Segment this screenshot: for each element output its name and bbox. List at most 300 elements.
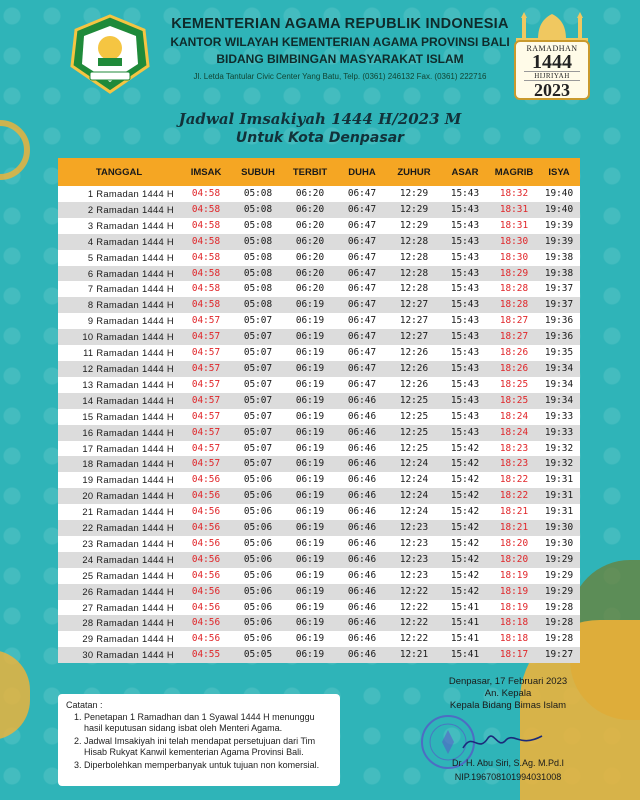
cell-zuhur: 12:25 bbox=[388, 441, 440, 457]
column-header-tanggal: TANGGAL bbox=[58, 158, 180, 186]
cell-subuh: 05:06 bbox=[232, 488, 284, 504]
cell-imsak: 04:57 bbox=[180, 409, 232, 425]
cell-tanggal: 5 Ramadan 1444 H bbox=[58, 250, 180, 266]
division-name: BIDANG BIMBINGAN MASYARAKAT ISLAM bbox=[216, 52, 464, 66]
cell-terbit: 06:19 bbox=[284, 647, 336, 663]
cell-tanggal: 14 Ramadan 1444 H bbox=[58, 393, 180, 409]
table-row bbox=[58, 425, 580, 441]
cell-magrib: 18:27 bbox=[490, 329, 538, 345]
cell-tanggal: 26 Ramadan 1444 H bbox=[58, 584, 180, 600]
cell-isya: 19:31 bbox=[538, 504, 580, 520]
cell-tanggal: 20 Ramadan 1444 H bbox=[58, 488, 180, 504]
table-row bbox=[58, 631, 580, 647]
cell-tanggal: 28 Ramadan 1444 H bbox=[58, 615, 180, 631]
cell-duha: 06:46 bbox=[336, 552, 388, 568]
cell-zuhur: 12:22 bbox=[388, 584, 440, 600]
cell-magrib: 18:24 bbox=[490, 409, 538, 425]
cell-asar: 15:41 bbox=[440, 600, 490, 616]
cell-imsak: 04:56 bbox=[180, 520, 232, 536]
cell-terbit: 06:19 bbox=[284, 329, 336, 345]
cell-isya: 19:28 bbox=[538, 631, 580, 647]
cell-duha: 06:47 bbox=[336, 250, 388, 266]
cell-imsak: 04:57 bbox=[180, 345, 232, 361]
table-row bbox=[58, 218, 580, 234]
note-item: 3. Diperbolehkan memperbanyak untuk tujuan non komersial. bbox=[84, 760, 332, 771]
cell-imsak: 04:56 bbox=[180, 472, 232, 488]
cell-asar: 15:43 bbox=[440, 313, 490, 329]
badge-hijriyah: HIJRIYAH bbox=[524, 71, 580, 81]
cell-asar: 15:43 bbox=[440, 361, 490, 377]
table-row bbox=[58, 345, 580, 361]
cell-asar: 15:42 bbox=[440, 472, 490, 488]
note-item: 2. Jadwal Imsakiyah ini telah mendapat persetujuan dari Tim Hisab Rukyat Kanwil kementerian Agama Provinsi Bali. bbox=[84, 736, 332, 758]
cell-asar: 15:43 bbox=[440, 345, 490, 361]
mosque-icon bbox=[510, 10, 594, 44]
cell-subuh: 05:06 bbox=[232, 615, 284, 631]
cell-subuh: 05:06 bbox=[232, 631, 284, 647]
decorative-shape-left bbox=[0, 650, 30, 740]
cell-imsak: 04:58 bbox=[180, 250, 232, 266]
cell-duha: 06:47 bbox=[336, 186, 388, 202]
cell-imsak: 04:57 bbox=[180, 313, 232, 329]
table-row bbox=[58, 441, 580, 457]
table-row bbox=[58, 186, 580, 202]
cell-magrib: 18:28 bbox=[490, 281, 538, 297]
cell-asar: 15:42 bbox=[440, 568, 490, 584]
cell-magrib: 18:22 bbox=[490, 488, 538, 504]
cell-isya: 19:33 bbox=[538, 425, 580, 441]
cell-imsak: 04:57 bbox=[180, 441, 232, 457]
cell-duha: 06:47 bbox=[336, 266, 388, 282]
cell-duha: 06:46 bbox=[336, 488, 388, 504]
cell-terbit: 06:19 bbox=[284, 393, 336, 409]
cell-tanggal: 24 Ramadan 1444 H bbox=[58, 552, 180, 568]
office-address: Jl. Letda Tantular Civic Center Yang Batu, Telp. (0361) 246132 Fax. (0361) 222716 bbox=[193, 72, 487, 81]
cell-isya: 19:39 bbox=[538, 218, 580, 234]
cell-duha: 06:47 bbox=[336, 202, 388, 218]
cell-asar: 15:43 bbox=[440, 281, 490, 297]
cell-subuh: 05:08 bbox=[232, 218, 284, 234]
place-date: Denpasar, 17 Februari 2023 bbox=[448, 676, 568, 687]
cell-imsak: 04:56 bbox=[180, 631, 232, 647]
cell-isya: 19:29 bbox=[538, 552, 580, 568]
cell-zuhur: 12:26 bbox=[388, 361, 440, 377]
signer-role: Kepala Bidang Bimas Islam bbox=[449, 700, 567, 711]
cell-subuh: 05:06 bbox=[232, 568, 284, 584]
table-row bbox=[58, 520, 580, 536]
cell-imsak: 04:56 bbox=[180, 552, 232, 568]
cell-zuhur: 12:28 bbox=[388, 234, 440, 250]
table-row bbox=[58, 647, 580, 663]
cell-isya: 19:27 bbox=[538, 647, 580, 663]
cell-duha: 06:46 bbox=[336, 600, 388, 616]
table-row bbox=[58, 234, 580, 250]
cell-tanggal: 6 Ramadan 1444 H bbox=[58, 266, 180, 282]
cell-subuh: 05:07 bbox=[232, 409, 284, 425]
cell-isya: 19:38 bbox=[538, 250, 580, 266]
header bbox=[0, 0, 640, 104]
cell-subuh: 05:08 bbox=[232, 266, 284, 282]
cell-magrib: 18:25 bbox=[490, 377, 538, 393]
table-row bbox=[58, 409, 580, 425]
table-body bbox=[58, 186, 580, 663]
cell-isya: 19:37 bbox=[538, 297, 580, 313]
cell-duha: 06:47 bbox=[336, 329, 388, 345]
table-row bbox=[58, 377, 580, 393]
cell-imsak: 04:57 bbox=[180, 425, 232, 441]
table-row bbox=[58, 361, 580, 377]
cell-terbit: 06:19 bbox=[284, 361, 336, 377]
table-row bbox=[58, 536, 580, 552]
column-header-terbit: TERBIT bbox=[284, 158, 336, 186]
cell-subuh: 05:08 bbox=[232, 281, 284, 297]
cell-imsak: 04:56 bbox=[180, 488, 232, 504]
badge-year: 2023 bbox=[534, 80, 570, 100]
cell-subuh: 05:06 bbox=[232, 472, 284, 488]
cell-subuh: 05:07 bbox=[232, 456, 284, 472]
cell-zuhur: 12:28 bbox=[388, 266, 440, 282]
cell-asar: 15:42 bbox=[440, 536, 490, 552]
column-header-duha: DUHA bbox=[336, 158, 388, 186]
cell-subuh: 05:08 bbox=[232, 202, 284, 218]
cell-terbit: 06:20 bbox=[284, 186, 336, 202]
cell-zuhur: 12:26 bbox=[388, 377, 440, 393]
cell-subuh: 05:07 bbox=[232, 329, 284, 345]
table-row bbox=[58, 584, 580, 600]
cell-terbit: 06:20 bbox=[284, 250, 336, 266]
cell-terbit: 06:20 bbox=[284, 266, 336, 282]
cell-tanggal: 7 Ramadan 1444 H bbox=[58, 281, 180, 297]
cell-magrib: 18:26 bbox=[490, 361, 538, 377]
cell-isya: 19:36 bbox=[538, 329, 580, 345]
cell-duha: 06:46 bbox=[336, 631, 388, 647]
cell-duha: 06:46 bbox=[336, 536, 388, 552]
table-row bbox=[58, 266, 580, 282]
cell-imsak: 04:58 bbox=[180, 266, 232, 282]
cell-magrib: 18:20 bbox=[490, 552, 538, 568]
on-behalf: An. Kepala bbox=[484, 688, 532, 699]
cell-zuhur: 12:29 bbox=[388, 202, 440, 218]
cell-imsak: 04:56 bbox=[180, 568, 232, 584]
cell-terbit: 06:19 bbox=[284, 313, 336, 329]
cell-zuhur: 12:24 bbox=[388, 472, 440, 488]
table-header-row bbox=[58, 158, 580, 186]
column-header-isya: ISYA bbox=[538, 158, 580, 186]
cell-terbit: 06:19 bbox=[284, 631, 336, 647]
schedule-table-wrap bbox=[58, 158, 580, 664]
cell-isya: 19:37 bbox=[538, 281, 580, 297]
column-header-imsak: IMSAK bbox=[180, 158, 232, 186]
cell-magrib: 18:23 bbox=[490, 441, 538, 457]
city-title: Untuk Kota Denpasar bbox=[235, 130, 405, 146]
cell-imsak: 04:57 bbox=[180, 456, 232, 472]
cell-tanggal: 15 Ramadan 1444 H bbox=[58, 409, 180, 425]
cell-subuh: 05:07 bbox=[232, 361, 284, 377]
cell-tanggal: 17 Ramadan 1444 H bbox=[58, 441, 180, 457]
cell-magrib: 18:21 bbox=[490, 520, 538, 536]
cell-zuhur: 12:24 bbox=[388, 488, 440, 504]
cell-subuh: 05:05 bbox=[232, 647, 284, 663]
cell-zuhur: 12:27 bbox=[388, 313, 440, 329]
cell-magrib: 18:25 bbox=[490, 393, 538, 409]
cell-imsak: 04:58 bbox=[180, 218, 232, 234]
cell-magrib: 18:31 bbox=[490, 218, 538, 234]
notes-list bbox=[66, 712, 332, 771]
ministry-name: KEMENTERIAN AGAMA REPUBLIK INDONESIA bbox=[171, 16, 509, 32]
cell-terbit: 06:20 bbox=[284, 281, 336, 297]
cell-zuhur: 12:28 bbox=[388, 250, 440, 266]
cell-duha: 06:46 bbox=[336, 441, 388, 457]
cell-terbit: 06:19 bbox=[284, 441, 336, 457]
cell-duha: 06:46 bbox=[336, 615, 388, 631]
cell-tanggal: 29 Ramadan 1444 H bbox=[58, 631, 180, 647]
table-row bbox=[58, 600, 580, 616]
cell-isya: 19:38 bbox=[538, 266, 580, 282]
cell-asar: 15:42 bbox=[440, 552, 490, 568]
cell-zuhur: 12:23 bbox=[388, 568, 440, 584]
table-row bbox=[58, 250, 580, 266]
cell-tanggal: 3 Ramadan 1444 H bbox=[58, 218, 180, 234]
cell-terbit: 06:19 bbox=[284, 488, 336, 504]
cell-terbit: 06:20 bbox=[284, 202, 336, 218]
cell-asar: 15:43 bbox=[440, 250, 490, 266]
cell-magrib: 18:31 bbox=[490, 202, 538, 218]
cell-tanggal: 13 Ramadan 1444 H bbox=[58, 377, 180, 393]
cell-terbit: 06:19 bbox=[284, 552, 336, 568]
cell-isya: 19:31 bbox=[538, 488, 580, 504]
cell-asar: 15:42 bbox=[440, 441, 490, 457]
cell-subuh: 05:07 bbox=[232, 377, 284, 393]
cell-tanggal: 1 Ramadan 1444 H bbox=[58, 186, 180, 202]
cell-asar: 15:42 bbox=[440, 456, 490, 472]
cell-duha: 06:46 bbox=[336, 568, 388, 584]
cell-duha: 06:47 bbox=[336, 234, 388, 250]
cell-magrib: 18:28 bbox=[490, 297, 538, 313]
cell-magrib: 18:21 bbox=[490, 504, 538, 520]
cell-terbit: 06:19 bbox=[284, 584, 336, 600]
cell-zuhur: 12:29 bbox=[388, 186, 440, 202]
cell-asar: 15:43 bbox=[440, 377, 490, 393]
cell-zuhur: 12:24 bbox=[388, 504, 440, 520]
signer-name: Dr. H. Abu Siri, S.Ag. M.Pd.I bbox=[451, 758, 565, 768]
cell-magrib: 18:20 bbox=[490, 536, 538, 552]
cell-terbit: 06:19 bbox=[284, 520, 336, 536]
cell-imsak: 04:57 bbox=[180, 361, 232, 377]
cell-asar: 15:41 bbox=[440, 631, 490, 647]
cell-tanggal: 30 Ramadan 1444 H bbox=[58, 647, 180, 663]
cell-magrib: 18:30 bbox=[490, 234, 538, 250]
ministry-logo bbox=[70, 14, 150, 94]
table-row bbox=[58, 393, 580, 409]
cell-imsak: 04:58 bbox=[180, 234, 232, 250]
cell-duha: 06:46 bbox=[336, 472, 388, 488]
cell-subuh: 05:08 bbox=[232, 297, 284, 313]
column-header-asar: ASAR bbox=[440, 158, 490, 186]
cell-isya: 19:30 bbox=[538, 520, 580, 536]
cell-subuh: 05:07 bbox=[232, 393, 284, 409]
cell-magrib: 18:30 bbox=[490, 250, 538, 266]
cell-duha: 06:46 bbox=[336, 409, 388, 425]
cell-zuhur: 12:24 bbox=[388, 456, 440, 472]
cell-tanggal: 10 Ramadan 1444 H bbox=[58, 329, 180, 345]
cell-asar: 15:43 bbox=[440, 218, 490, 234]
cell-magrib: 18:18 bbox=[490, 631, 538, 647]
cell-terbit: 06:19 bbox=[284, 377, 336, 393]
cell-magrib: 18:29 bbox=[490, 266, 538, 282]
table-row bbox=[58, 472, 580, 488]
cell-subuh: 05:06 bbox=[232, 504, 284, 520]
cell-imsak: 04:56 bbox=[180, 504, 232, 520]
cell-isya: 19:28 bbox=[538, 615, 580, 631]
notes-title: Catatan : bbox=[66, 700, 103, 710]
cell-asar: 15:42 bbox=[440, 504, 490, 520]
cell-tanggal: 16 Ramadan 1444 H bbox=[58, 425, 180, 441]
cell-terbit: 06:19 bbox=[284, 568, 336, 584]
cell-asar: 15:41 bbox=[440, 615, 490, 631]
cell-terbit: 06:20 bbox=[284, 218, 336, 234]
column-header-magrib: MAGRIB bbox=[490, 158, 538, 186]
table-row bbox=[58, 488, 580, 504]
table-row bbox=[58, 504, 580, 520]
cell-duha: 06:46 bbox=[336, 456, 388, 472]
cell-isya: 19:30 bbox=[538, 536, 580, 552]
cell-imsak: 04:58 bbox=[180, 281, 232, 297]
cell-imsak: 04:57 bbox=[180, 377, 232, 393]
cell-terbit: 06:19 bbox=[284, 456, 336, 472]
cell-imsak: 04:56 bbox=[180, 615, 232, 631]
cell-zuhur: 12:22 bbox=[388, 600, 440, 616]
badge-hijri-year: 1444 bbox=[532, 51, 572, 73]
cell-zuhur: 12:21 bbox=[388, 647, 440, 663]
cell-isya: 19:35 bbox=[538, 345, 580, 361]
cell-duha: 06:46 bbox=[336, 393, 388, 409]
cell-tanggal: 12 Ramadan 1444 H bbox=[58, 361, 180, 377]
cell-subuh: 05:07 bbox=[232, 425, 284, 441]
cell-duha: 06:46 bbox=[336, 504, 388, 520]
cell-magrib: 18:24 bbox=[490, 425, 538, 441]
cell-tanggal: 21 Ramadan 1444 H bbox=[58, 504, 180, 520]
cell-tanggal: 23 Ramadan 1444 H bbox=[58, 536, 180, 552]
cell-zuhur: 12:25 bbox=[388, 393, 440, 409]
cell-isya: 19:29 bbox=[538, 568, 580, 584]
cell-terbit: 06:19 bbox=[284, 536, 336, 552]
cell-duha: 06:47 bbox=[336, 377, 388, 393]
table-row bbox=[58, 568, 580, 584]
cell-duha: 06:47 bbox=[336, 361, 388, 377]
cell-duha: 06:46 bbox=[336, 520, 388, 536]
cell-subuh: 05:06 bbox=[232, 600, 284, 616]
column-header-zuhur: ZUHUR bbox=[388, 158, 440, 186]
cell-asar: 15:43 bbox=[440, 297, 490, 313]
cell-zuhur: 12:25 bbox=[388, 409, 440, 425]
signature-scribble bbox=[458, 726, 548, 756]
cell-zuhur: 12:26 bbox=[388, 345, 440, 361]
cell-asar: 15:43 bbox=[440, 425, 490, 441]
cell-isya: 19:32 bbox=[538, 441, 580, 457]
cell-subuh: 05:07 bbox=[232, 313, 284, 329]
cell-terbit: 06:20 bbox=[284, 234, 336, 250]
cell-magrib: 18:19 bbox=[490, 568, 538, 584]
cell-duha: 06:47 bbox=[336, 297, 388, 313]
cell-magrib: 18:27 bbox=[490, 313, 538, 329]
cell-subuh: 05:08 bbox=[232, 186, 284, 202]
cell-asar: 15:43 bbox=[440, 393, 490, 409]
signature-block bbox=[418, 676, 598, 790]
cell-isya: 19:29 bbox=[538, 584, 580, 600]
cell-asar: 15:42 bbox=[440, 488, 490, 504]
cell-duha: 06:46 bbox=[336, 425, 388, 441]
cell-asar: 15:42 bbox=[440, 520, 490, 536]
cell-imsak: 04:56 bbox=[180, 584, 232, 600]
cell-tanggal: 18 Ramadan 1444 H bbox=[58, 456, 180, 472]
cell-isya: 19:34 bbox=[538, 377, 580, 393]
cell-terbit: 06:19 bbox=[284, 425, 336, 441]
cell-isya: 19:40 bbox=[538, 186, 580, 202]
cell-terbit: 06:19 bbox=[284, 472, 336, 488]
cell-isya: 19:33 bbox=[538, 409, 580, 425]
cell-imsak: 04:58 bbox=[180, 186, 232, 202]
cell-zuhur: 12:22 bbox=[388, 615, 440, 631]
cell-magrib: 18:17 bbox=[490, 647, 538, 663]
cell-magrib: 18:26 bbox=[490, 345, 538, 361]
cell-subuh: 05:08 bbox=[232, 250, 284, 266]
cell-magrib: 18:19 bbox=[490, 584, 538, 600]
table-row bbox=[58, 456, 580, 472]
cell-zuhur: 12:29 bbox=[388, 218, 440, 234]
cell-terbit: 06:19 bbox=[284, 345, 336, 361]
table-row bbox=[58, 313, 580, 329]
cell-isya: 19:31 bbox=[538, 472, 580, 488]
cell-asar: 15:43 bbox=[440, 266, 490, 282]
signer-nip: NIP.196708101994031008 bbox=[454, 772, 562, 782]
table-row bbox=[58, 552, 580, 568]
cell-asar: 15:43 bbox=[440, 409, 490, 425]
cell-isya: 19:28 bbox=[538, 600, 580, 616]
cell-subuh: 05:06 bbox=[232, 552, 284, 568]
cell-imsak: 04:57 bbox=[180, 329, 232, 345]
cell-zuhur: 12:25 bbox=[388, 425, 440, 441]
cell-tanggal: 25 Ramadan 1444 H bbox=[58, 568, 180, 584]
cell-magrib: 18:32 bbox=[490, 186, 538, 202]
cell-isya: 19:40 bbox=[538, 202, 580, 218]
cell-asar: 15:43 bbox=[440, 234, 490, 250]
cell-duha: 06:46 bbox=[336, 647, 388, 663]
cell-imsak: 04:55 bbox=[180, 647, 232, 663]
cell-imsak: 04:56 bbox=[180, 600, 232, 616]
table-row bbox=[58, 202, 580, 218]
cell-duha: 06:47 bbox=[336, 345, 388, 361]
cell-asar: 15:41 bbox=[440, 647, 490, 663]
cell-isya: 19:32 bbox=[538, 456, 580, 472]
table-row bbox=[58, 281, 580, 297]
cell-imsak: 04:56 bbox=[180, 536, 232, 552]
cell-subuh: 05:06 bbox=[232, 536, 284, 552]
cell-tanggal: 19 Ramadan 1444 H bbox=[58, 472, 180, 488]
table-row bbox=[58, 329, 580, 345]
cell-subuh: 05:08 bbox=[232, 234, 284, 250]
cell-tanggal: 22 Ramadan 1444 H bbox=[58, 520, 180, 536]
cell-asar: 15:43 bbox=[440, 202, 490, 218]
cell-isya: 19:34 bbox=[538, 361, 580, 377]
cell-terbit: 06:19 bbox=[284, 297, 336, 313]
cell-magrib: 18:19 bbox=[490, 600, 538, 616]
cell-duha: 06:47 bbox=[336, 218, 388, 234]
cell-tanggal: 9 Ramadan 1444 H bbox=[58, 313, 180, 329]
cell-terbit: 06:19 bbox=[284, 409, 336, 425]
cell-subuh: 05:07 bbox=[232, 441, 284, 457]
office-name: KANTOR WILAYAH KEMENTERIAN AGAMA PROVINSI BALI bbox=[170, 35, 510, 49]
column-header-subuh: SUBUH bbox=[232, 158, 284, 186]
